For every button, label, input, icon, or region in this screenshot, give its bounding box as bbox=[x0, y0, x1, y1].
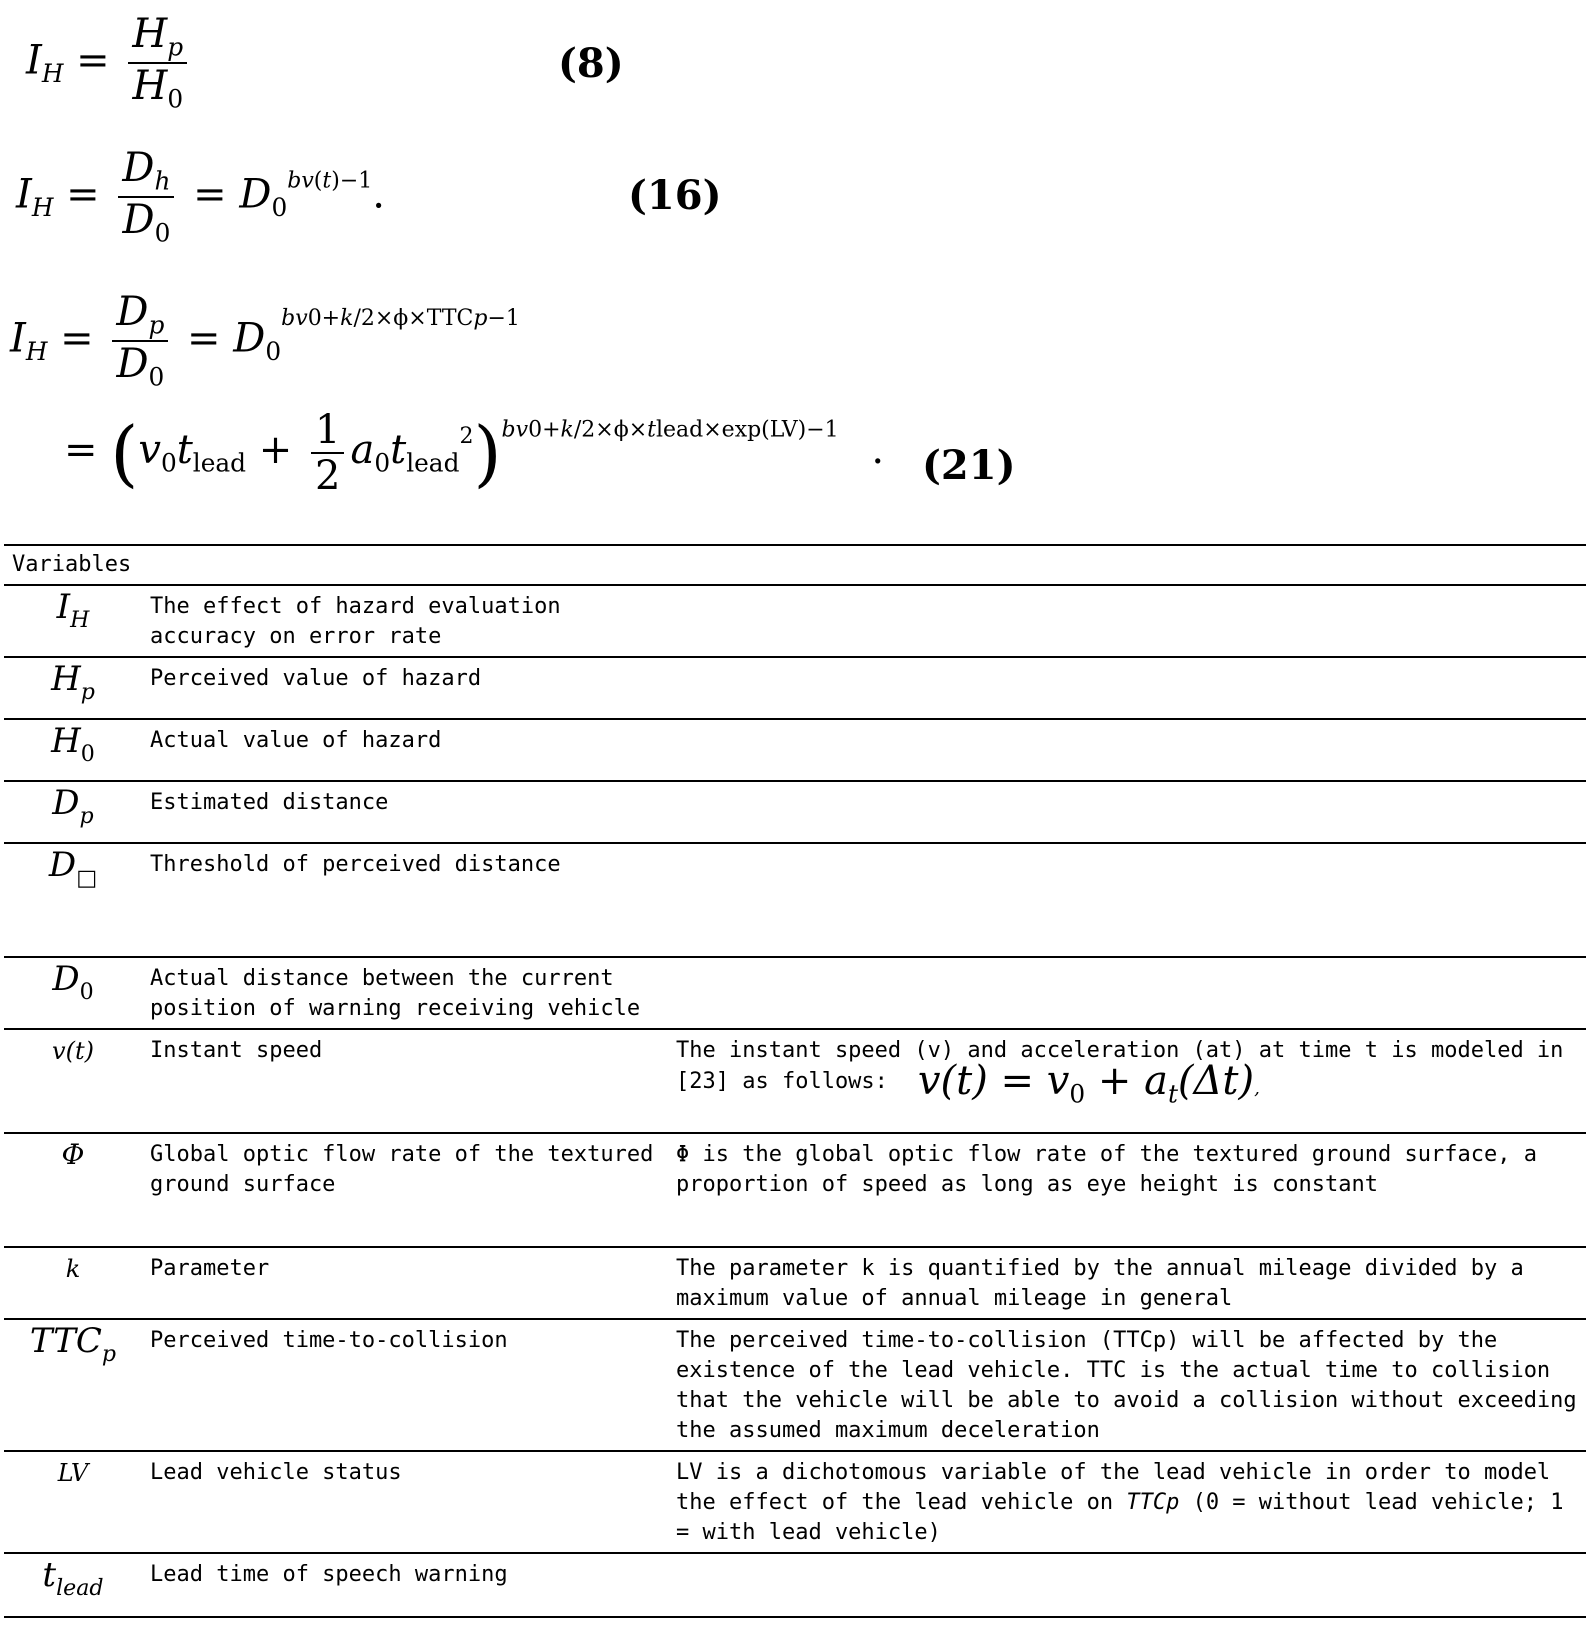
table-row bbox=[4, 843, 1586, 957]
equation-21-line-1: $I_H$ = $\frac{D_p}{D_0}$ = $D_0^{bv0+k/2\times\phi\times TTCp-1}$ bbox=[10, 289, 520, 393]
symbol-cell: $TTC_p$ bbox=[29, 1321, 117, 1367]
table-row bbox=[4, 1029, 1586, 1133]
description-cell bbox=[668, 1553, 1586, 1617]
variables-table bbox=[4, 544, 1586, 1618]
definition-cell: Lead time of speech warning bbox=[150, 1562, 508, 1587]
definition-cell: The effect of hazard evaluation accuracy on error rate bbox=[150, 594, 561, 649]
equation-number-16: (16) bbox=[628, 172, 722, 219]
description-cell bbox=[668, 657, 1586, 719]
symbol-cell: $t_{lead}$ bbox=[42, 1555, 104, 1601]
symbol-cell: LV bbox=[57, 1459, 89, 1487]
table-row bbox=[4, 1553, 1586, 1617]
definition-cell: Threshold of perceived distance bbox=[150, 852, 561, 877]
fraction: $\frac{D_h}{D_0}$ bbox=[118, 148, 174, 247]
speed-equation: $v(t) = v_0 + a_t(\Delta t)$, bbox=[917, 1058, 1260, 1109]
symbol-cell: k bbox=[65, 1255, 81, 1283]
table-row bbox=[4, 585, 1586, 657]
equation-number-8: (8) bbox=[558, 40, 624, 87]
description-cell bbox=[668, 1029, 1586, 1133]
definition-cell: Actual distance between the current position of warning receiving vehicle bbox=[150, 966, 641, 1021]
table-header: Variables bbox=[12, 552, 132, 577]
fraction: $\frac{D_p}{D_0}$ bbox=[112, 292, 168, 391]
definition-cell: Lead vehicle status bbox=[150, 1460, 402, 1485]
description-cell bbox=[668, 719, 1586, 781]
description-cell: Φ is the global optic flow rate of the textured ground surface, a proportion of speed as long as eye height is constant bbox=[676, 1142, 1537, 1197]
equation-16: $I_H$ = $\frac{D_h}{D_0}$ = $D_0^{bv(t)-1}$. bbox=[16, 145, 385, 249]
fraction: $\frac{1}{2}$ bbox=[311, 410, 344, 496]
description-cell: LV is a dichotomous variable of the lead vehicle in order to model the effect of the lead vehicle on TTCp (0 = without lead vehicle; 1 = with lead vehicle) bbox=[676, 1460, 1564, 1545]
definition-cell: Parameter bbox=[150, 1256, 270, 1281]
symbol-cell: $H_p$ bbox=[51, 659, 95, 705]
table-row bbox=[4, 719, 1586, 781]
table-row bbox=[4, 657, 1586, 719]
definition-cell: Instant speed bbox=[150, 1038, 323, 1063]
description-cell bbox=[668, 843, 1586, 957]
symbol-cell: $D_□$ bbox=[48, 845, 98, 891]
fraction: $\frac{H_p}{H_0}$ bbox=[128, 14, 187, 113]
definition-cell: Actual value of hazard bbox=[150, 728, 442, 753]
table-row bbox=[4, 1247, 1586, 1319]
table-row bbox=[4, 781, 1586, 843]
definition-cell: Perceived time-to-collision bbox=[150, 1328, 508, 1353]
equation-8: $I_H$ = $\frac{H_p}{H_0}$ bbox=[26, 14, 193, 113]
table-row bbox=[4, 1319, 1586, 1451]
symbol-cell: $D_p$ bbox=[52, 783, 94, 829]
table-row bbox=[4, 957, 1586, 1029]
table-row bbox=[4, 1451, 1586, 1553]
description-cell bbox=[668, 957, 1586, 1029]
symbol-cell: v(t) bbox=[52, 1037, 94, 1065]
symbol-cell: $H_0$ bbox=[51, 721, 95, 767]
description-cell: The parameter k is quantified by the annual mileage divided by a maximum value of annual mileage in general bbox=[676, 1256, 1524, 1311]
description-cell bbox=[668, 781, 1586, 843]
table-header-row bbox=[4, 545, 1586, 585]
table-row bbox=[4, 1133, 1586, 1247]
description-cell: The perceived time-to-collision (TTCp) will be affected by the existence of the lead vehicle. TTC is the actual time to collision that the vehicle will be able to avoid a collision without exceeding the assumed maximum deceleration bbox=[676, 1328, 1577, 1443]
definition-cell: Global optic flow rate of the textured ground surface bbox=[150, 1142, 654, 1197]
description-text: The instant speed (v) and acceleration (at) at time t is modeled in [23] as follows: bbox=[676, 1038, 1564, 1094]
symbol-cell: Φ bbox=[61, 1138, 85, 1171]
symbol-cell: $I_H$ bbox=[56, 587, 90, 633]
symbol-cell: $D_0$ bbox=[52, 959, 94, 1005]
description-cell bbox=[668, 585, 1586, 657]
equation-21-line-2: = ($v_0t_{lead}$ + $\frac{1}{2}$ $a_0t_{lead}^2)^{bv0+k/2\times\phi\times tlead\times exp(LV)-1}$ . bbox=[64, 407, 885, 499]
equation-number-21: (21) bbox=[922, 442, 1016, 489]
definition-cell: Estimated distance bbox=[150, 790, 389, 815]
definition-cell: Perceived value of hazard bbox=[150, 666, 482, 691]
